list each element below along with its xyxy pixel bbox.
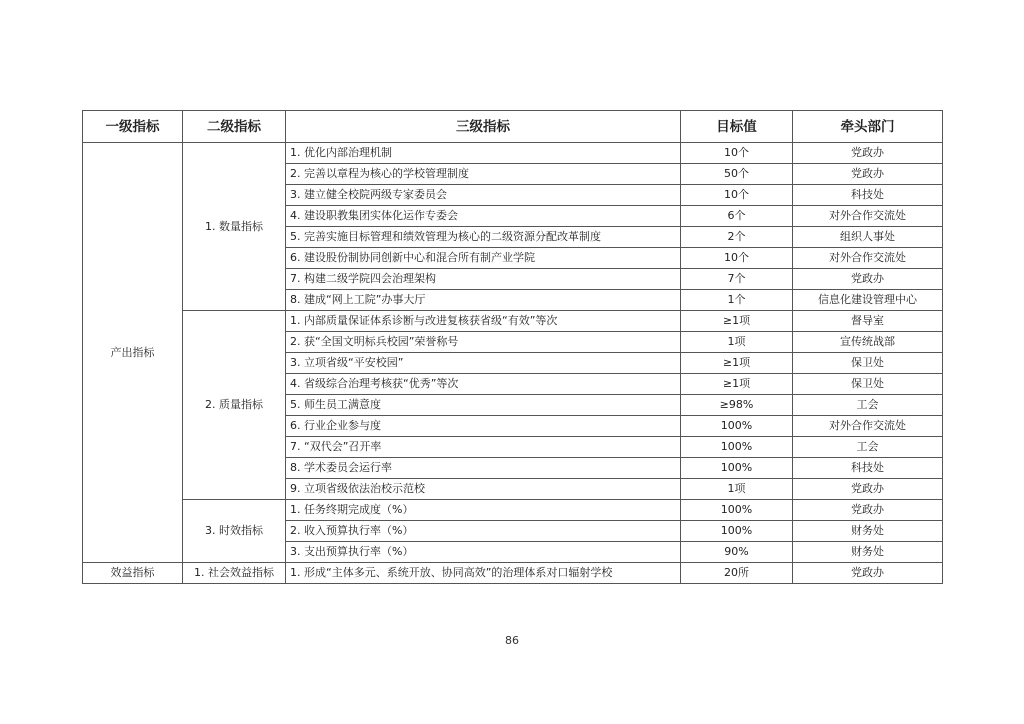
dept-cell: 党政办 (793, 164, 943, 185)
dept-cell: 保卫处 (793, 374, 943, 395)
indicator-cell: 2. 完善以章程为核心的学校管理制度 (286, 164, 681, 185)
table-row (83, 500, 943, 521)
indicator-cell: 7. 构建二级学院四会治理架构 (286, 269, 681, 290)
table-row (83, 563, 943, 584)
target-cell: 50个 (681, 164, 793, 185)
dept-cell: 督导室 (793, 311, 943, 332)
target-cell: 2个 (681, 227, 793, 248)
header-target: 目标值 (681, 111, 793, 143)
dept-cell: 党政办 (793, 479, 943, 500)
target-cell: ≥1项 (681, 374, 793, 395)
indicator-table (82, 110, 943, 584)
header-row (83, 111, 943, 143)
dept-cell: 科技处 (793, 458, 943, 479)
indicator-cell: 1. 优化内部治理机制 (286, 143, 681, 164)
target-cell: 100% (681, 500, 793, 521)
indicator-cell: 6. 行业企业参与度 (286, 416, 681, 437)
indicator-cell: 8. 建成“网上工院”办事大厅 (286, 290, 681, 311)
indicator-cell: 4. 建设职教集团实体化运作专委会 (286, 206, 681, 227)
indicator-cell: 5. 完善实施目标管理和绩效管理为核心的二级资源分配改革制度 (286, 227, 681, 248)
indicator-cell: 4. 省级综合治理考核获“优秀”等次 (286, 374, 681, 395)
level1-cell: 效益指标 (83, 563, 183, 584)
page-number: 86 (505, 634, 519, 647)
target-cell: 10个 (681, 185, 793, 206)
target-cell: 6个 (681, 206, 793, 227)
indicator-cell: 2. 获“全国文明标兵校园”荣誉称号 (286, 332, 681, 353)
indicator-cell: 7. “双代会”召开率 (286, 437, 681, 458)
dept-cell: 党政办 (793, 500, 943, 521)
header-level1: 一级指标 (83, 111, 183, 143)
target-cell: 1项 (681, 332, 793, 353)
header-level2: 二级指标 (183, 111, 286, 143)
dept-cell: 对外合作交流处 (793, 206, 943, 227)
header-dept: 牵头部门 (793, 111, 943, 143)
dept-cell: 对外合作交流处 (793, 416, 943, 437)
indicator-cell: 9. 立项省级依法治校示范校 (286, 479, 681, 500)
target-cell: ≥1项 (681, 353, 793, 374)
target-cell: 10个 (681, 143, 793, 164)
target-cell: 1个 (681, 290, 793, 311)
indicator-cell: 8. 学术委员会运行率 (286, 458, 681, 479)
indicator-cell: 6. 建设股份制协同创新中心和混合所有制产业学院 (286, 248, 681, 269)
indicator-cell: 1. 内部质量保证体系诊断与改进复核获省级“有效”等次 (286, 311, 681, 332)
dept-cell: 保卫处 (793, 353, 943, 374)
indicator-cell: 2. 收入预算执行率（%） (286, 521, 681, 542)
dept-cell: 工会 (793, 395, 943, 416)
level1-cell: 产出指标 (83, 143, 183, 563)
target-cell: ≥98% (681, 395, 793, 416)
indicator-cell: 1. 任务终期完成度（%） (286, 500, 681, 521)
target-cell: 7个 (681, 269, 793, 290)
dept-cell: 对外合作交流处 (793, 248, 943, 269)
level2-cell: 1. 社会效益指标 (183, 563, 286, 584)
target-cell: 10个 (681, 248, 793, 269)
dept-cell: 信息化建设管理中心 (793, 290, 943, 311)
indicator-cell: 3. 支出预算执行率（%） (286, 542, 681, 563)
indicator-cell: 3. 立项省级“平安校园” (286, 353, 681, 374)
header-level3: 三级指标 (286, 111, 681, 143)
indicator-cell: 3. 建立健全校院两级专家委员会 (286, 185, 681, 206)
dept-cell: 财务处 (793, 542, 943, 563)
target-cell: 100% (681, 458, 793, 479)
dept-cell: 党政办 (793, 269, 943, 290)
dept-cell: 组织人事处 (793, 227, 943, 248)
target-cell: 20所 (681, 563, 793, 584)
indicator-cell: 5. 师生员工满意度 (286, 395, 681, 416)
level2-cell: 1. 数量指标 (183, 143, 286, 311)
target-cell: 100% (681, 521, 793, 542)
target-cell: 90% (681, 542, 793, 563)
table-row (83, 311, 943, 332)
target-cell: 100% (681, 437, 793, 458)
target-cell: ≥1项 (681, 311, 793, 332)
target-cell: 100% (681, 416, 793, 437)
level2-cell: 3. 时效指标 (183, 500, 286, 563)
table-row (83, 143, 943, 164)
dept-cell: 工会 (793, 437, 943, 458)
dept-cell: 财务处 (793, 521, 943, 542)
dept-cell: 党政办 (793, 143, 943, 164)
dept-cell: 科技处 (793, 185, 943, 206)
level2-cell: 2. 质量指标 (183, 311, 286, 500)
indicator-cell: 1. 形成“主体多元、系统开放、协同高效”的治理体系对口辐射学校 (286, 563, 681, 584)
target-cell: 1项 (681, 479, 793, 500)
dept-cell: 宣传统战部 (793, 332, 943, 353)
dept-cell: 党政办 (793, 563, 943, 584)
